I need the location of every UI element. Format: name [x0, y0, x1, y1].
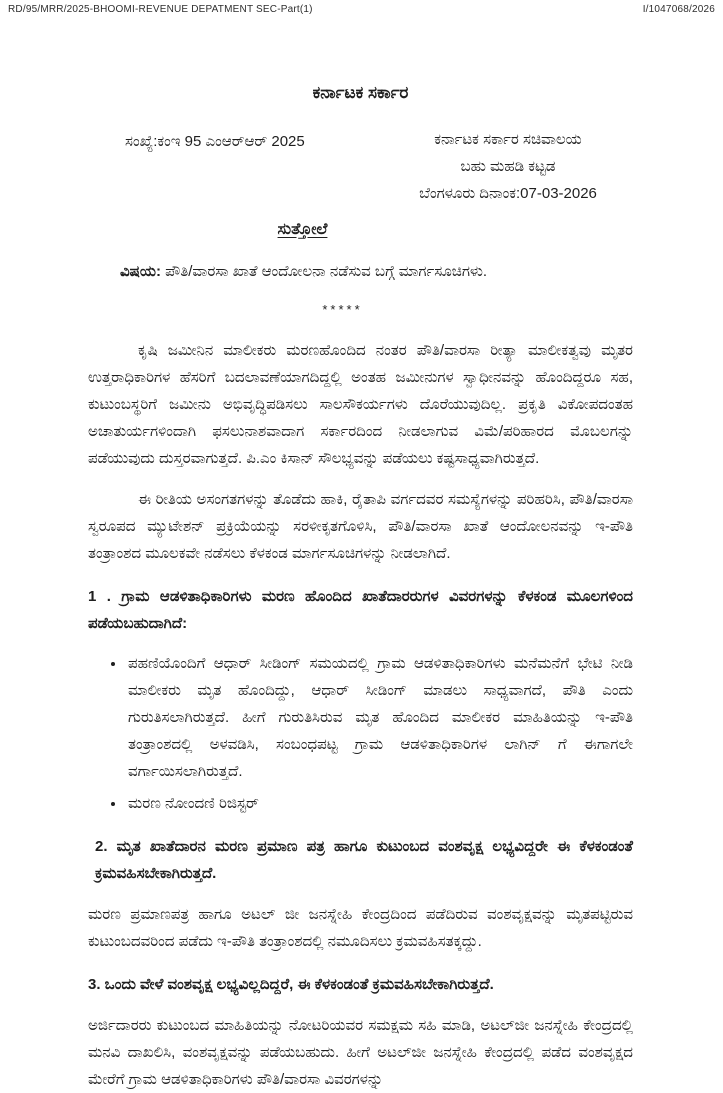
- issuing-office-address: [383, 126, 633, 207]
- section-3-paragraph: ಅರ್ಜಿದಾರರು ಕುಟುಂಬದ ಮಾಹಿತಿಯನ್ನು ನೋಟರಿಯವರ ಸಮಕ್ಷಮ ಸಹಿ ಮಾಡಿ, ಅಟಲ್‌ಜೀ ಜನಸ್ನೇಹಿ ಕೇಂದ್ರದಲ್ಲಿ ಮನವಿ ದಾಖಲಿಸಿ, ವಂಶವೃಕ್ಷವನ್ನು ಪಡೆಯಬಹುದು. ಹೀಗೆ ಅಟಲ್‌ಜೀ ಜನಸ್ನೇಹಿ ಕೇಂದ್ರದಲ್ಲಿ ಪಡೆದ ವಂಶವೃಕ್ಷದ ಮೇರೆಗೆ ಗ್ರಾಮ ಆಡಳಿತಾಧಿಕಾರಿಗಳು ಪೌತಿ/ವಾರಸಾ ವಿವರಗಳನ್ನು: [88, 1017, 633, 1088]
- paragraph-purpose: ಈ ರೀತಿಯ ಅಸಂಗತಗಳನ್ನು ತೊಡೆದು ಹಾಕಿ, ರೈತಾಪಿ ವರ್ಗದವರ ಸಮಸ್ಯೆಗಳನ್ನು ಪರಿಹರಿಸಿ, ಪೌತಿ/ವಾರಸಾ ಸ್ವರೂಪದ ಮ್ಯುಟೇಶನ್ ಪ್ರಕ್ರಿಯೆಯನ್ನು ಸರಳೀಕೃತಗೊಳಿಸಿ, ಪೌತಿ/ವಾರಸಾ ಖಾತೆ ಆಂದೋಲನವನ್ನು ಇ-ಪೌತಿ ತಂತ್ರಾಂಶದ ಮೂಲಕವೇ ನಡೆಸಲು ಕೆಳಕಂಡ ಮಾರ್ಗಸೂಚಿಗಳನ್ನು ನೀಡಲಾಗಿದೆ.: [88, 491, 633, 562]
- subject-label: ವಿಷಯ:: [120, 263, 161, 280]
- list-item-aadhaar-seeding: • ಪಹಣಿಯೊಂದಿಗೆ ಆಧಾರ್ ಸೀಡಿಂಗ್ ಸಮಯದಲ್ಲಿ ಗ್ರಾಮ ಆಡಳಿತಾಧಿಕಾರಿಗಳು ಮನೆಮನೆಗೆ ಭೇಟಿ ನೀಡಿ ಮಾಲೀಕರು ಮೃತ ಹೊಂದಿದ್ದು, ಆಧಾರ್ ಸೀಡಿಂಗ್ ಮಾಡಲು ಸಾಧ್ಯವಾಗದೆ, ಪೌತಿ ಎಂದು ಗುರುತಿಸಲಾಗಿರುತ್ತದೆ. ಹೀಗೆ ಗುರುತಿಸಿರುವ ಮೃತ ಹೊಂದಿದ ಮಾಲೀಕರ ಮಾಹಿತಿಯನ್ನು ಇ-ಪೌತಿ ತಂತ್ರಾಂಶದಲ್ಲಿ ಅಳವಡಿಸಿ, ಸಂಬಂಧಪಟ್ಟ ಗ್ರಾಮ ಆಡಳಿತಾಧಿಕಾರಿಗಳ ಲಾಗಿನ್ ಗೆ ಈಗಾಗಲೇ ವರ್ಗಾಯಿಸಲಾಗಿರುತ್ತದೆ.: [126, 650, 633, 785]
- paragraph-intro: ಕೃಷಿ ಜಮೀನಿನ ಮಾಲೀಕರು ಮರಣಹೊಂದಿದ ನಂತರ ಪೌತಿ/ವಾರಸಾ ರೀತ್ಯಾ ಮಾಲೀಕತ್ವವು ಮೃತರ ಉತ್ತರಾಧಿಕಾರಿಗಳ ಹೆಸರಿಗೆ ಬದಲಾವಣೆಯಾಗದಿದ್ದಲ್ಲಿ ಅಂತಹ ಜಮೀನುಗಳ ಸ್ವಾಧೀನವನ್ನು ಹೊಂದಿದ್ದರೂ ಸಹ, ಕುಟುಂಬಸ್ಥರಿಗೆ ಜಮೀನು ಅಭಿವೃದ್ಧಿಪಡಿಸಲು ಸಾಲಸೌಕರ್ಯಗಳು ದೊರೆಯುವುದಿಲ್ಲ. ಪ್ರಕೃತಿ ವಿಕೋಪದಂತಹ ಅಚಾತುರ್ಯಗಳಿಂದಾಗಿ ಫಸಲುನಾಶವಾದಾಗ ಸರ್ಕಾರದಿಂದ ನೀಡಲಾಗುವ ವಿಮೆ/ಪರಿಹಾರದ ಮೊಬಲಗನ್ನು ಪಡೆಯುವುದು ದುಸ್ತರವಾಗುತ್ತದೆ. ಪಿ.ಎಂ ಕಿಸಾನ್ ಸೌಲಭ್ಯವನ್ನು ಪಡೆಯಲು ಕಷ್ಟಸಾಧ್ಯವಾಗಿರುತ್ತದೆ.: [88, 342, 633, 467]
- section-1-source-list: [88, 650, 633, 817]
- subject-text: ಪೌತಿ/ವಾರಸಾ ಖಾತೆ ಆಂದೋಲನಾ ನಡೆಸುವ ಬಗ್ಗೆ ಮಾರ್ಗಸೂಚಿಗಳು.: [160, 263, 488, 280]
- list-item-death-register: • ಮರಣ ನೋಂದಣಿ ರಿಜಿಸ್ಟರ್: [126, 790, 633, 817]
- section-2-heading: 2. ಮೃತ ಖಾತೆದಾರನ ಮರಣ ಪ್ರಮಾಣ ಪತ್ರ ಹಾಗೂ ಕುಟುಂಬದ ವಂಶವೃಕ್ಷ ಲಭ್ಯವಿದ್ದರೇ ಈ ಕೆಳಕಂಡಂತೆ ಕ್ರಮವಹಿಸಬೇಕಾಗಿರುತ್ತದೆ.: [95, 838, 633, 882]
- section-3-heading: 3. ಒಂದು ವೇಳೆ ವಂಶವೃಕ್ಷ ಲಭ್ಯವಿಲ್ಲದಿದ್ದರೆ, ಈ ಕೆಳಕಂಡಂತೆ ಕ್ರಮವಹಿಸಬೇಕಾಗಿರುತ್ತದೆ.: [88, 976, 494, 993]
- subject-line: [88, 258, 633, 285]
- doc-type-heading: ಸುತ್ತೋಲೆ: [277, 221, 328, 238]
- address-line-building: ಬಹು ಮಹಡಿ ಕಟ್ಟಡ: [460, 158, 556, 175]
- address-line-secretariat: ಕರ್ನಾಟಕ ಸರ್ಕಾರ ಸಚಿವಾಲಯ: [434, 131, 582, 148]
- government-title: ಕರ್ನಾಟಕ ಸರ್ಕಾರ: [312, 83, 409, 102]
- file-reference-right: I/1047068/2026: [642, 4, 715, 15]
- address-line-place-date: ಬೆಂಗಳೂರು ದಿನಾಂಕ:07-03-2026: [419, 185, 597, 202]
- section-2-paragraph: ಮರಣ ಪ್ರಮಾಣಪತ್ರ ಹಾಗೂ ಅಟಲ್ ಜೀ ಜನಸ್ನೇಹಿ ಕೇಂದ್ರದಿಂದ ಪಡೆದಿರುವ ವಂಶವೃಕ್ಷವನ್ನು ಮೃತಪಟ್ಟಿರುವ ಕುಟುಂಬದವರಿಂದ ಪಡೆದು ಇ-ಪೌತಿ ತಂತ್ರಾಂಶದಲ್ಲಿ ನಮೂದಿಸಲು ಕ್ರಮವಹಿಸತಕ್ಕದ್ದು.: [88, 906, 633, 950]
- circular-document: [88, 79, 633, 1093]
- file-reference-bar: [0, 0, 723, 15]
- section-1-heading: 1 . ಗ್ರಾಮ ಆಡಳಿತಾಧಿಕಾರಿಗಳು ಮರಣ ಹೊಂದಿದ ಖಾತೆದಾರರುಗಳ ವಿವರಗಳನ್ನು ಕೆಳಕಂಡ ಮೂಲಗಳಿಂದ ಪಡೆಯಬಹುದಾಗಿದೆ:: [88, 588, 633, 632]
- file-reference-left: RD/95/MRR/2025-BHOOMI-REVENUE DEPATMENT SEC-Part(1): [8, 4, 313, 15]
- document-header-row: [88, 126, 633, 207]
- star-separator: *****: [322, 302, 363, 317]
- circular-number: ಸಂಖ್ಯೆ:ಕಂಇ 95 ಎಂಆರ್‌ಆರ್ 2025: [125, 133, 305, 150]
- doc-type-wrap: [88, 216, 633, 243]
